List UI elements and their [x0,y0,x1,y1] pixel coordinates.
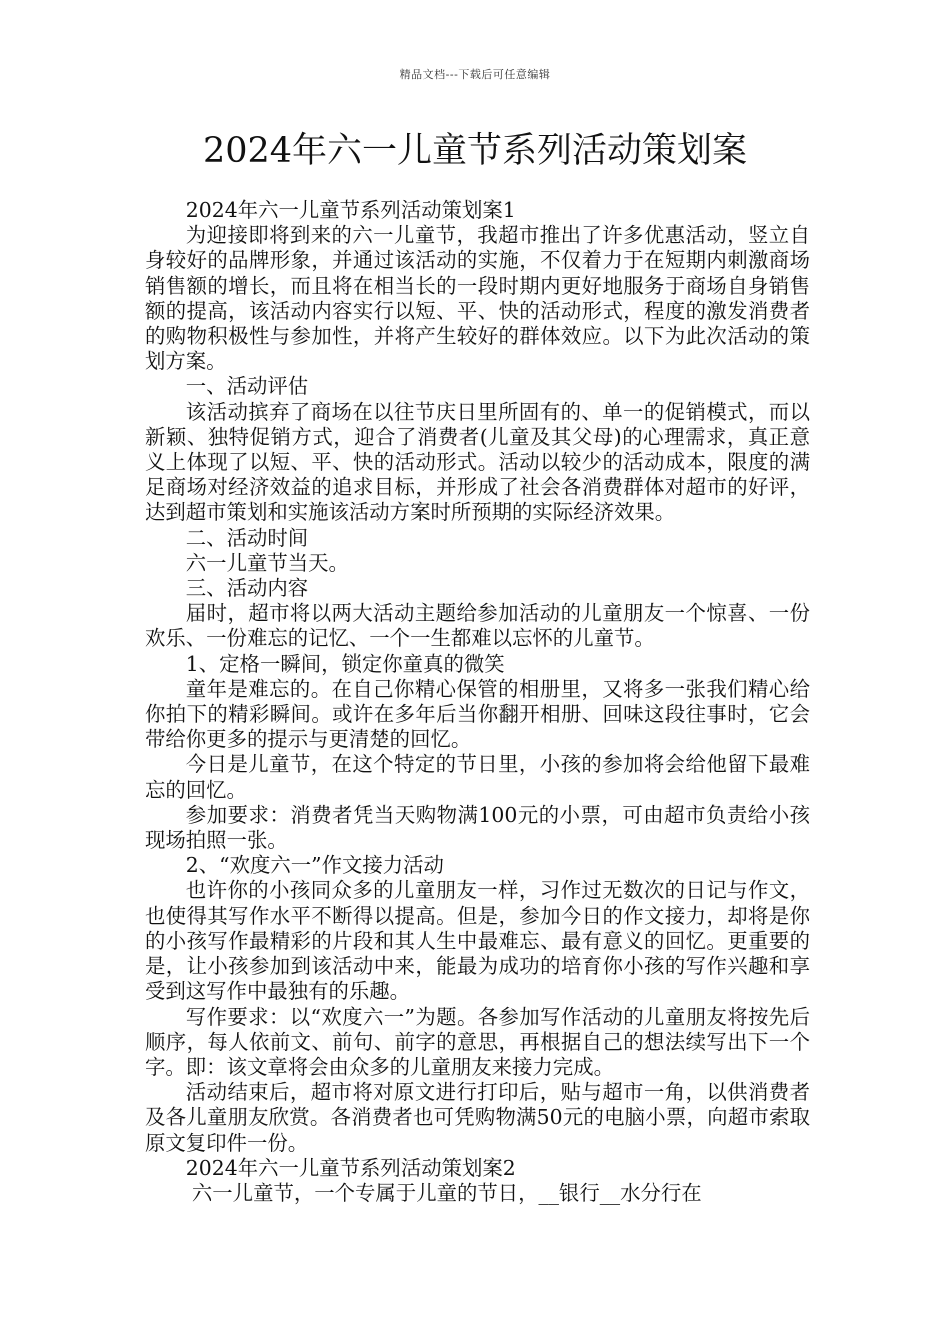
header-note: 精品文档---下载后可任意编辑 [399,68,551,81]
essay-paragraph-1: 也许你的小孩同众多的儿童朋友一样，习作过无数次的日记与作文，也使得其写作水平不断得以提高。但是，参加今日的作文接力，却将是你的小孩写作最精彩的片段和其人生中最难忘、最有意义的回忆。更重要的是，让小孩参加到该活动中来，能最为成功的培育你小孩的写作兴趣和享受到这写作中最独有的乐趣。 [145,878,810,1004]
photo-paragraph-2: 今日是儿童节，在这个特定的节日里，小孩的参加将会给他留下最难忘的回忆。 [145,752,810,802]
document-title: 2024年六一儿童节系列活动策划案 [202,131,748,171]
activity-content-paragraph: 届时，超市将以两大活动主题给参加活动的儿童朋友一个惊喜、一份欢乐、一份难忘的记忆、一个一生都难以忘怀的儿童节。 [145,601,810,651]
subheading-photo-activity: 1、定格一瞬间，锁定你童真的微笑 [185,651,505,676]
evaluation-paragraph: 该活动摈弃了商场在以往节庆日里所固有的、单一的促销模式，而以新颖、独特促销方式，迎合了消费者(儿童及其父母)的心理需求，真正意义上体现了以短、平、快的活动形式。活动以较少的活动成本，限度的满足商场对经济效益的追求目标，并形成了社会各消费群体对超市的好评，达到超市策划和实施该活动方案时所预期的实际经济效果。 [145,399,810,525]
subheading-essay-relay: 2、“欢度六一”作文接力活动 [185,853,444,878]
activity-time-paragraph: 六一儿童节当天。 [185,550,349,575]
document-body [145,198,810,1206]
intro-paragraph: 为迎接即将到来的六一儿童节，我超市推出了许多优惠活动，竖立自身较好的品牌形象，并通过该活动的实施，不仅着力于在短期内刺激商场销售额的增长，而且将在相当长的一段时期内更好地服务于商场自身销售额的提高，该活动内容实行以短、平、快的活动形式，程度的激发消费者的购物积极性与参加性，并将产生较好的群体效应。以下为此次活动的策划方案。 [145,223,810,374]
heading-activity-content: 三、活动内容 [185,576,309,601]
section-heading-plan-2: 2024年六一儿童节系列活动策划案2 [185,1155,516,1180]
heading-activity-time: 二、活动时间 [185,525,309,550]
photo-paragraph-1: 童年是难忘的。在自己你精心保管的相册里，又将多一张我们精心给你拍下的精彩瞬间。或许在多年后当你翻开相册、回味这段往事时，它会带给你更多的提示与更清楚的回忆。 [145,676,810,752]
essay-paragraph-end: 活动结束后，超市将对原文进行打印后，贴与超市一角，以供消费者及各儿童朋友欣赏。各消费者也可凭购物满50元的电脑小票，向超市索取原文复印件一份。 [145,1080,810,1155]
photo-requirement: 参加要求：消费者凭当天购物满100元的小票，可由超市负责给小孩现场拍照一张。 [145,802,810,853]
section-heading-plan-1: 2024年六一儿童节系列活动策划案1 [185,198,516,222]
essay-requirement: 写作要求：以“欢度六一”为题。各参加写作活动的儿童朋友将按先后顺序，每人依前文、前句、前字的意思，再根据自己的想法续写出下一个字。即：该文章将会由众多的儿童朋友来接力完成。 [145,1004,810,1079]
heading-activity-evaluation: 一、活动评估 [185,374,309,399]
plan-2-paragraph: 六一儿童节，一个专属于儿童的节日，__银行__水分行在 [191,1180,702,1205]
